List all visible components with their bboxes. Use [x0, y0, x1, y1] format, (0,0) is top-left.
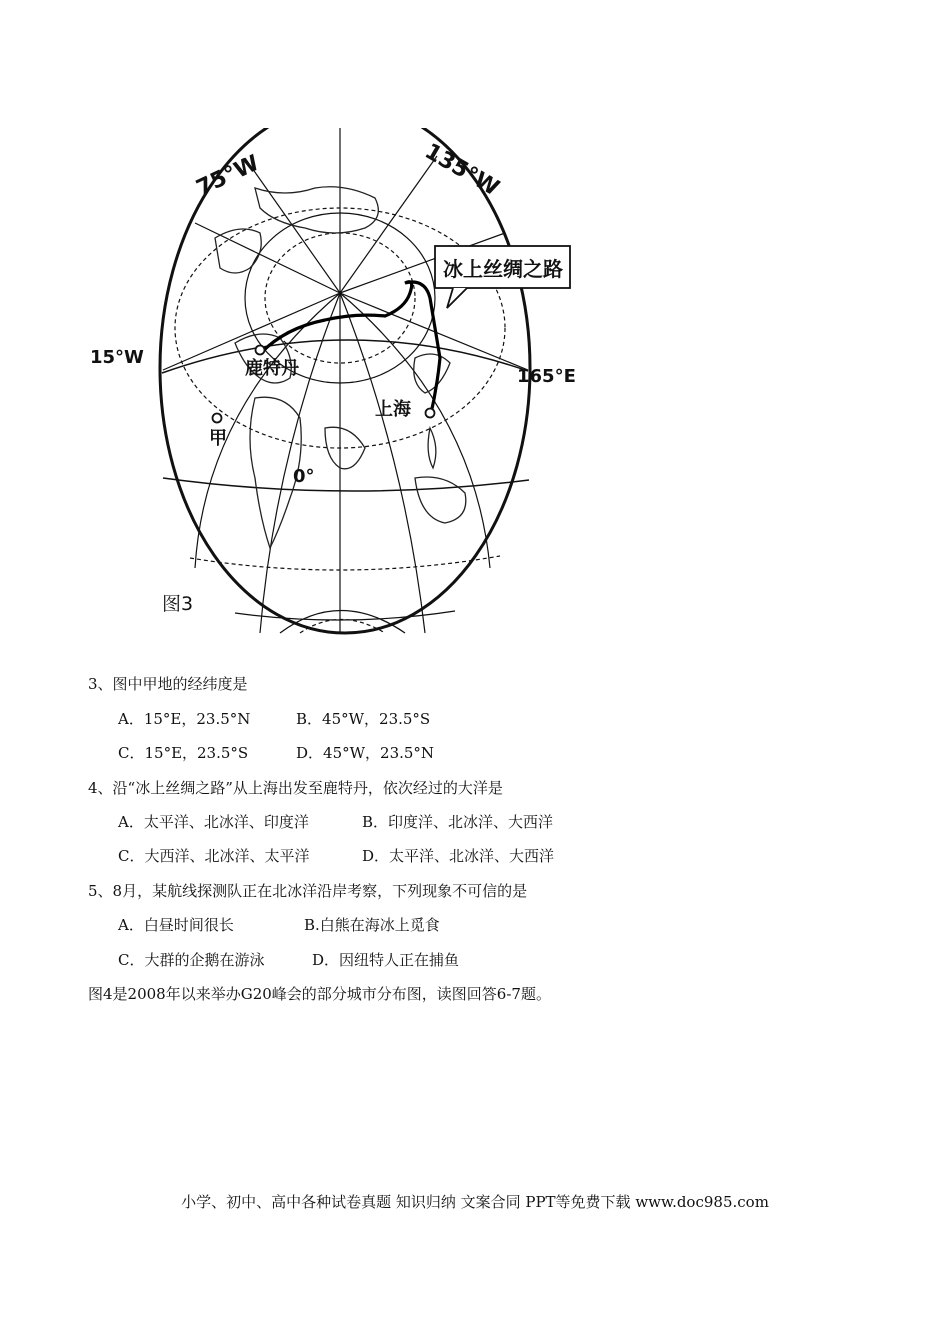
south-polar-arc: [280, 611, 405, 634]
question-4-option-d: D．太平洋、北冰洋、大西洋: [362, 847, 555, 865]
rotterdam-marker: [256, 346, 265, 355]
polar-projection-map: [85, 128, 605, 640]
question-5-option-a: A．白昼时间很长: [118, 916, 234, 934]
callout-label: 冰上丝绸之路: [443, 257, 563, 281]
meridian-line: [340, 293, 490, 568]
lon-label-0: 0°: [293, 466, 315, 487]
callout-pointer: [447, 288, 467, 308]
question-4-option-b: B．印度洋、北冰洋、大西洋: [362, 813, 554, 831]
landmass-outline: [415, 477, 466, 523]
question-4-option-a: A．太平洋、北冰洋、印度洋: [118, 813, 309, 831]
question-3-option-b: B．45°W，23.5°S: [296, 710, 431, 728]
question-5-option-d: D．因纽特人正在捕鱼: [312, 951, 460, 969]
lon-label-165e: 165°E: [517, 366, 576, 387]
lon-label-135w: 135°W: [420, 139, 504, 202]
jia-label: 甲: [209, 428, 227, 449]
question-5-stem: 5、8月，某航线探测队正在北冰洋沿岸考察，下列现象不可信的是: [88, 882, 528, 900]
landmass-outline: [428, 428, 436, 468]
question-4-option-c: C．大西洋、北冰洋、太平洋: [118, 847, 310, 865]
map-outer-ellipse: [160, 128, 530, 633]
footer-text: 小学、初中、高中各种试卷真题 知识归纳 文案合同 PPT等免费下载 www.doc985.com: [181, 1193, 769, 1211]
question-5-option-b: B.白熊在海冰上觅食: [304, 916, 440, 934]
question-3-option-a: A．15°E，23.5°N: [118, 710, 251, 728]
landmass-outline: [255, 187, 378, 233]
lon-label-75w: 75°W: [192, 150, 263, 202]
shanghai-marker: [426, 409, 435, 418]
tropic-capricorn-line: [190, 556, 500, 570]
question-3-stem: 3、图中甲地的经纬度是: [88, 675, 248, 693]
lon-label-15w: 15°W: [90, 347, 144, 368]
meridian-line: [195, 223, 340, 293]
question-5-option-c: C．大群的企鹅在游泳: [118, 951, 265, 969]
figure-3-map: [85, 128, 605, 640]
shanghai-label: 上海: [375, 399, 411, 420]
meridian-line: [340, 156, 437, 293]
latitude-line-30: [162, 340, 528, 373]
question-4-stem: 4、沿“冰上丝绸之路”从上海出发至鹿特丹，依次经过的大洋是: [88, 779, 503, 797]
intro-text: 图4是2008年以来举办G20峰会的部分城市分布图，读图回答6-7题。: [88, 985, 551, 1003]
landmass-outline: [414, 354, 450, 393]
jia-marker: [213, 414, 222, 423]
question-3-option-d: D．45°W，23.5°N: [296, 744, 435, 762]
figure-caption: 图3: [162, 593, 194, 615]
rotterdam-label: 鹿特丹: [245, 358, 299, 379]
question-3-option-c: C．15°E，23.5°S: [118, 744, 249, 762]
